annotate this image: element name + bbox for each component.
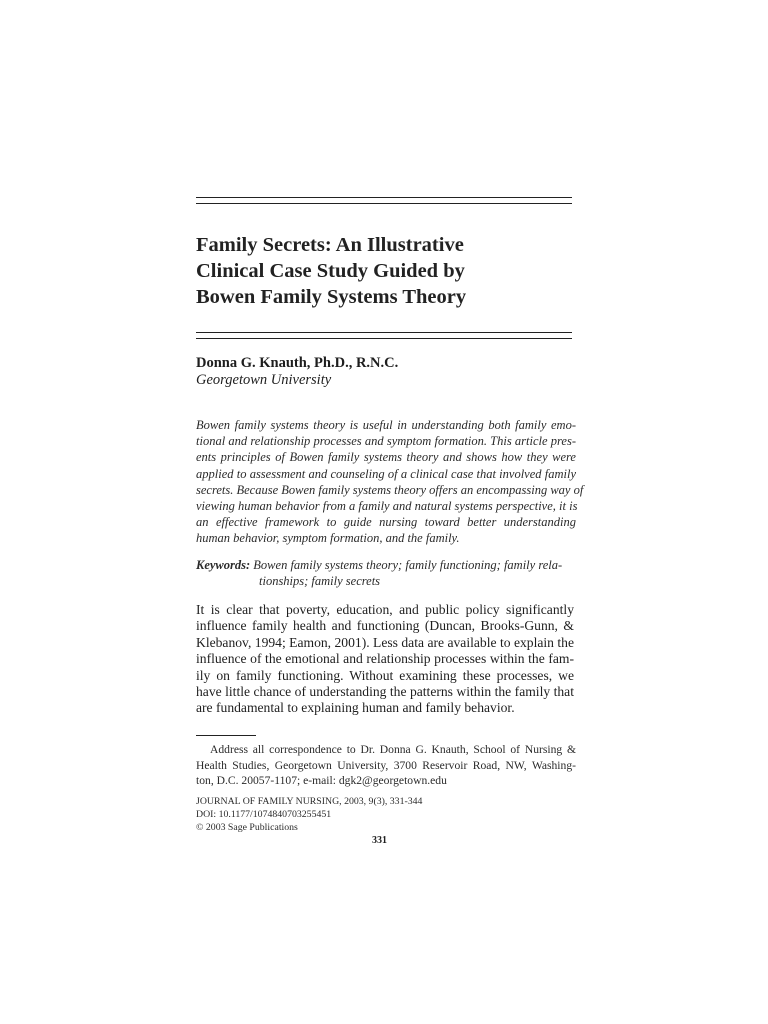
doi-line: DOI: 10.1177/1074840703255451 bbox=[196, 809, 332, 821]
abstract-line: an effective framework to guide nursing toward better understanding bbox=[196, 515, 576, 530]
journal-citation bbox=[196, 795, 422, 835]
author-name: Donna G. Knauth, Ph.D., R.N.C. bbox=[196, 355, 399, 371]
footnote-line: Address all correspondence to Dr. Donna G. Knauth, School of Nursing & bbox=[210, 743, 576, 756]
keywords-label: Keywords: bbox=[196, 558, 251, 572]
title-line: Clinical Case Study Guided by bbox=[196, 260, 465, 282]
keywords-text-continued: tionships; family secrets bbox=[259, 574, 381, 589]
footnote-divider bbox=[196, 735, 256, 736]
article-title bbox=[196, 232, 576, 310]
keywords-text: Bowen family systems theory; family functioning; family rela- bbox=[253, 558, 563, 572]
abstract-line: Bowen family systems theory is useful in understanding both family emo- bbox=[196, 418, 576, 432]
journal-line: JOURNAL OF FAMILY NURSING, 2003, 9(3), 331-344 bbox=[196, 796, 423, 807]
body-line: It is clear that poverty, education, and public policy significantly bbox=[196, 602, 574, 617]
abstract-line: ents principles of Bowen family systems theory and shows how they were bbox=[196, 450, 576, 465]
keywords bbox=[196, 557, 576, 589]
footnote-line: Health Studies, Georgetown University, 3700 Reservoir Road, NW, Washing- bbox=[196, 758, 576, 772]
correspondence-footnote bbox=[196, 742, 576, 789]
abstract-line: human behavior, symptom formation, and the family. bbox=[196, 531, 460, 546]
author-affiliation: Georgetown University bbox=[196, 372, 332, 388]
body-paragraph bbox=[196, 602, 574, 717]
body-line: influence family health and functioning (Duncan, Brooks-Gunn, & bbox=[196, 618, 574, 634]
title-line: Family Secrets: An Illustrative bbox=[196, 234, 464, 256]
page-number: 331 bbox=[372, 835, 387, 846]
abstract-line: applied to assessment and counseling of a clinical case that involved family bbox=[196, 466, 576, 481]
title-bottom-rule bbox=[196, 332, 572, 339]
footnote-line: ton, D.C. 20057-1107; e-mail: dgk2@georgetown.edu bbox=[196, 774, 447, 788]
body-line: Klebanov, 1994; Eamon, 2001). Less data are available to explain the bbox=[196, 634, 574, 650]
title-top-rule bbox=[196, 197, 572, 204]
body-line: are fundamental to explaining human and family behavior. bbox=[196, 700, 515, 716]
abstract-line: secrets. Because Bowen family systems theory offers an encompassing way of bbox=[196, 482, 584, 497]
body-line: have little chance of understanding the patterns within the family that bbox=[196, 684, 574, 700]
keywords-first-line bbox=[196, 558, 562, 572]
copyright-line: © 2003 Sage Publications bbox=[196, 822, 298, 834]
abstract-line: tional and relationship processes and symptom formation. This article pres- bbox=[196, 434, 576, 449]
body-line: influence of the emotional and relationship processes within the fam- bbox=[196, 651, 574, 667]
title-line: Bowen Family Systems Theory bbox=[196, 286, 467, 308]
body-line: ily on family functioning. Without examining these processes, we bbox=[196, 667, 574, 683]
abstract-line: viewing human behavior from a family and natural systems perspective, it is bbox=[196, 499, 578, 514]
abstract bbox=[196, 417, 584, 547]
